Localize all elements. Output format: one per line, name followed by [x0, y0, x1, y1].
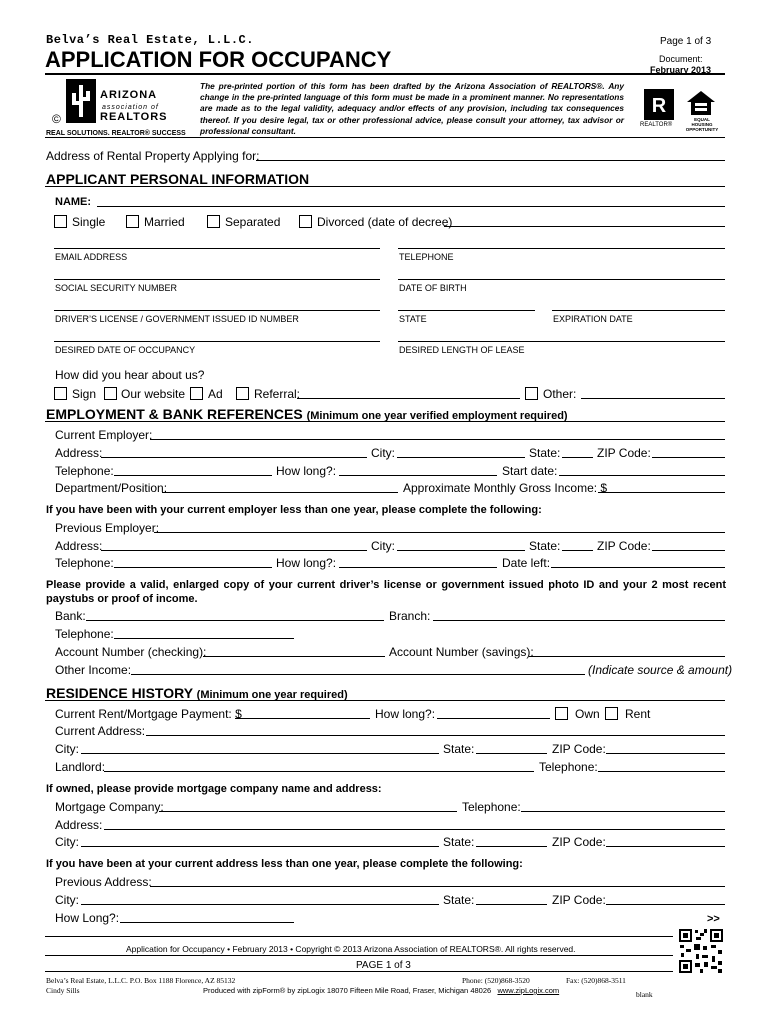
current-employer-input[interactable] [150, 439, 725, 440]
logo-association-text: association of [102, 104, 159, 111]
header-rule [45, 73, 725, 75]
other-input[interactable] [581, 398, 725, 399]
footer-produced [203, 984, 559, 998]
referral-label: Referral: [254, 387, 301, 401]
prev-telephone-label: Telephone: [55, 556, 114, 570]
employer-less-year-note: If you have been with your current employer less than one year, please complete the following: [46, 504, 542, 516]
address-less-year-note: If you have been at your current address less than one year, please complete the following: [46, 858, 523, 870]
website-label: Our website [121, 387, 186, 401]
continue-arrows: >> [707, 913, 720, 925]
footer-rule-3 [45, 971, 673, 972]
mortgage-company-input[interactable] [159, 811, 457, 812]
sign-checkbox[interactable] [54, 387, 67, 400]
residence-howlong-input[interactable] [437, 718, 550, 719]
divorced-label: Divorced (date of decree) [317, 215, 453, 229]
header-bottom-rule [45, 137, 725, 138]
separated-checkbox[interactable] [207, 215, 220, 228]
rental-address-input[interactable] [256, 160, 725, 161]
employer-zip-input[interactable] [652, 457, 725, 458]
current-address-input[interactable] [146, 735, 725, 736]
employer-state-label: State: [529, 446, 561, 460]
employer-zip-label: ZIP Code: [597, 446, 651, 460]
employment-heading-text: EMPLOYMENT & BANK REFERENCES [46, 406, 303, 422]
prev-res-state-input[interactable] [476, 904, 547, 905]
document-label: Document: [659, 54, 703, 64]
mortgage-state-input[interactable] [476, 846, 547, 847]
employment-heading-sub: (Minimum one year verified employment required) [306, 410, 568, 422]
logo-arizona-text: ARIZONA [100, 89, 158, 101]
date-left-label: Date left: [502, 556, 551, 570]
married-label: Married [144, 215, 185, 229]
footer-page: PAGE 1 of 3 [356, 960, 411, 971]
mortgage-telephone-label: Telephone: [462, 800, 521, 814]
bank-input[interactable] [86, 620, 384, 621]
hear-about-label: How did you hear about us? [55, 368, 205, 382]
ad-label: Ad [208, 387, 223, 401]
prev-state-input[interactable] [562, 550, 593, 551]
landlord-label: Landlord: [55, 760, 106, 774]
license-state-input[interactable] [398, 310, 535, 311]
residence-zip-input[interactable] [606, 753, 725, 754]
current-address-label: Current Address: [55, 724, 146, 738]
prev-res-city-input[interactable] [81, 904, 439, 905]
previous-employer-label: Previous Employer: [55, 521, 160, 535]
single-checkbox[interactable] [54, 215, 67, 228]
mortgage-zip-label: ZIP Code: [552, 835, 606, 849]
prev-res-state-label: State: [443, 893, 475, 907]
page-title: APPLICATION FOR OCCUPANCY [45, 47, 392, 72]
section-residence-heading [46, 685, 348, 701]
divorced-checkbox[interactable] [299, 215, 312, 228]
referral-input[interactable] [297, 398, 520, 399]
checking-input[interactable] [203, 656, 385, 657]
own-checkbox[interactable] [555, 707, 568, 720]
footer-rule [45, 936, 673, 937]
residence-heading-sub: (Minimum one year required) [196, 689, 348, 701]
savings-input[interactable] [529, 656, 725, 657]
residence-city-input[interactable] [81, 753, 439, 754]
residence-state-label: State: [443, 742, 475, 756]
start-date-input[interactable] [559, 475, 725, 476]
landlord-input[interactable] [104, 771, 534, 772]
residence-city-label: City: [55, 742, 79, 756]
other-income-input[interactable] [131, 674, 585, 675]
ad-checkbox[interactable] [190, 387, 203, 400]
other-checkbox[interactable] [525, 387, 538, 400]
ssn-input[interactable] [54, 279, 380, 280]
prev-howlong-input[interactable] [339, 567, 497, 568]
other-income-label: Other Income: [55, 663, 132, 677]
prev-res-city-label: City: [55, 893, 79, 907]
bank-telephone-input[interactable] [114, 638, 294, 639]
lease-length-input[interactable] [398, 341, 725, 342]
prev-res-zip-label: ZIP Code: [552, 893, 606, 907]
occupancy-date-input[interactable] [54, 341, 380, 342]
employer-address-label: Address: [55, 446, 103, 460]
prev-zip-label: ZIP Code: [597, 539, 651, 553]
other-label: Other: [543, 387, 577, 401]
divorce-date-input[interactable] [444, 226, 725, 227]
own-label: Own [575, 707, 600, 721]
current-employer-label: Current Employer: [55, 428, 153, 442]
landlord-telephone-input[interactable] [598, 771, 725, 772]
footer-rule-2 [45, 955, 673, 956]
single-label: Single [72, 215, 106, 229]
mortgage-company-label: Mortgage Company: [55, 800, 164, 814]
section-personal-heading: APPLICANT PERSONAL INFORMATION [46, 171, 310, 187]
separated-label: Separated [225, 215, 281, 229]
prev-city-input[interactable] [397, 550, 525, 551]
rent-checkbox[interactable] [605, 707, 618, 720]
branch-label: Branch: [389, 609, 431, 623]
footer-website-link[interactable]: www.zipLogix.com [497, 986, 560, 995]
license-label: DRIVER’S LICENSE / GOVERNMENT ISSUED ID NUMBER [55, 314, 299, 324]
email-input[interactable] [54, 248, 380, 249]
other-income-hint: (Indicate source & amount) [588, 663, 733, 677]
residence-zip-label: ZIP Code: [552, 742, 606, 756]
section-employment-heading [46, 406, 568, 422]
logo-realtors-text: REALTORS [100, 111, 168, 123]
employer-telephone-input[interactable] [114, 475, 272, 476]
section-rule [45, 186, 725, 187]
disclaimer-text: The pre-printed portion of this form has been drafted by the Arizona Association of REALTORS®. Any change in the pre-printed language of this form must be made in a prominent manner. No representations are made as to the legal validity, adequacy and/or effects of any provision, including tax consequences thereof. If you desire legal, tax or other professional advice, please consult your attorney, tax advisor or professional consultant. [200, 81, 624, 136]
prev-city-label: City: [371, 539, 395, 553]
employer-howlong-input[interactable] [339, 475, 497, 476]
employer-telephone-label: Telephone: [55, 464, 114, 478]
prev-howlong-label: How long?: [276, 556, 337, 570]
footer-blank: blank [636, 990, 653, 999]
occupancy-date-label: DESIRED DATE OF OCCUPANCY [55, 345, 196, 355]
income-input[interactable] [598, 492, 725, 493]
email-label: EMAIL ADDRESS [55, 252, 128, 262]
bank-label: Bank: [55, 609, 86, 623]
prev-res-howlong-input[interactable] [120, 922, 294, 923]
married-checkbox[interactable] [126, 215, 139, 228]
previous-employer-input[interactable] [154, 532, 725, 533]
telephone-label: TELEPHONE [399, 252, 454, 262]
branch-input[interactable] [433, 620, 725, 621]
name-label: NAME: [55, 196, 92, 208]
employer-state-input[interactable] [562, 457, 593, 458]
referral-checkbox[interactable] [236, 387, 249, 400]
mortgage-city-input[interactable] [81, 846, 439, 847]
page-indicator: Page 1 of 3 [660, 36, 712, 47]
employer-howlong-label: How long?: [276, 464, 337, 478]
prev-state-label: State: [529, 539, 561, 553]
section-rule [45, 700, 725, 701]
mortgage-telephone-input[interactable] [521, 811, 725, 812]
payment-label: Current Rent/Mortgage Payment: $ [55, 707, 242, 721]
footer-agent: Cindy Sills [46, 986, 80, 995]
prev-zip-input[interactable] [652, 550, 725, 551]
savings-label: Account Number (savings): [389, 645, 534, 659]
date-left-input[interactable] [551, 567, 725, 568]
website-checkbox[interactable] [104, 387, 117, 400]
qr-code-icon [678, 928, 724, 974]
ssn-label: SOCIAL SECURITY NUMBER [55, 283, 178, 293]
arizona-realtors-logo [66, 79, 96, 123]
prev-res-zip-input[interactable] [606, 904, 725, 905]
employer-address-input[interactable] [101, 457, 367, 458]
prev-res-howlong-label: How Long?: [55, 911, 120, 925]
logo-tagline: REAL SOLUTIONS. REALTOR® SUCCESS [46, 130, 186, 137]
license-state-label: STATE [399, 314, 427, 324]
company-name: Belva’s Real Estate, L.L.C. [46, 33, 254, 47]
id-notice: Please provide a valid, enlarged copy of your current driver’s license or government issued photo ID and your 2 most recent paystubs or proof of income. [46, 579, 726, 605]
footer-company-address: Belva’s Real Estate, L.L.C. P.O. Box 1188 Florence, AZ 85132 [46, 976, 236, 985]
mortgage-city-label: City: [55, 835, 79, 849]
name-input[interactable] [97, 206, 725, 207]
mortgage-zip-input[interactable] [606, 846, 725, 847]
department-input[interactable] [162, 492, 398, 493]
employer-city-label: City: [371, 446, 395, 460]
equal-housing-icon [686, 90, 716, 116]
telephone-input[interactable] [398, 248, 725, 249]
footer-phone: Phone: (520)868-3520 [462, 976, 530, 985]
dob-input[interactable] [398, 279, 725, 280]
employer-city-input[interactable] [397, 457, 525, 458]
rent-label: Rent [625, 707, 651, 721]
section-rule [45, 421, 725, 422]
mortgage-address-label: Address: [55, 818, 103, 832]
residence-howlong-label: How long?: [375, 707, 436, 721]
document-date: February 2013 [650, 65, 712, 75]
residence-state-input[interactable] [476, 753, 547, 754]
footer-copyright: Application for Occupancy • February 2013 • Copyright © 2013 Arizona Association of REALTORS®. All rights reserved. [126, 944, 576, 954]
sign-label: Sign [72, 387, 97, 401]
mortgage-address-input[interactable] [104, 829, 725, 830]
svg-text:R: R [651, 95, 667, 117]
prev-telephone-input[interactable] [114, 567, 272, 568]
realtor-mark-text: REALTOR® [640, 122, 673, 128]
previous-address-label: Previous Address: [55, 875, 152, 889]
residence-heading-text: RESIDENCE HISTORY [46, 685, 193, 701]
previous-address-input[interactable] [150, 886, 725, 887]
landlord-telephone-label: Telephone: [539, 760, 598, 774]
if-owned-note: If owned, please provide mortgage company name and address: [46, 783, 382, 795]
mortgage-state-label: State: [443, 835, 475, 849]
start-date-label: Start date: [502, 464, 558, 478]
expiration-label: EXPIRATION DATE [553, 314, 633, 324]
footer-produced-text: Produced with zipForm® by zipLogix 18070 Fifteen Mile Road, Fraser, Michigan 48026 [203, 986, 492, 995]
footer-fax: Fax: (520)868-3511 [566, 976, 626, 985]
equal-housing-text: EQUAL HOUSING OPPORTUNITY [685, 117, 719, 132]
income-label: Approximate Monthly Gross Income: $ [403, 481, 608, 495]
copyright-symbol: © [52, 112, 61, 126]
rental-address-label: Address of Rental Property Applying for: [46, 149, 260, 163]
payment-input[interactable] [235, 718, 370, 719]
realtor-icon [644, 89, 674, 120]
prev-address-input[interactable] [101, 550, 367, 551]
license-input[interactable] [54, 310, 380, 311]
checking-label: Account Number (checking): [55, 645, 207, 659]
department-label: Department/Position: [55, 481, 168, 495]
prev-address-label: Address: [55, 539, 103, 553]
lease-length-label: DESIRED LENGTH OF LEASE [399, 345, 525, 355]
bank-telephone-label: Telephone: [55, 627, 114, 641]
expiration-input[interactable] [552, 310, 725, 311]
dob-label: DATE OF BIRTH [399, 283, 467, 293]
